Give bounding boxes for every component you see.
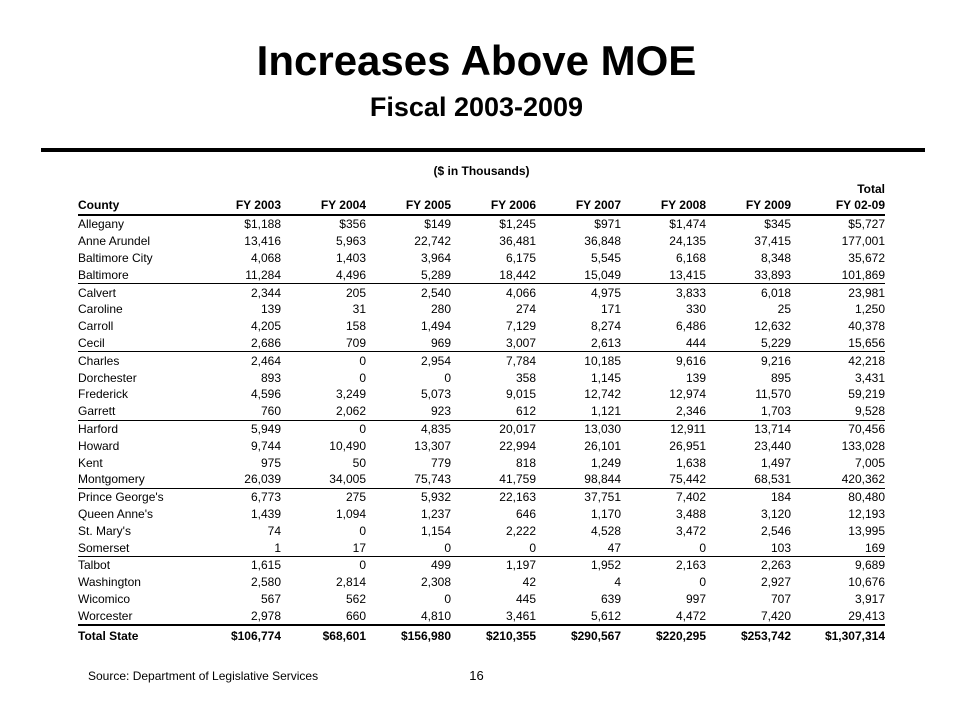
value-cell: 4,528 — [590, 523, 621, 538]
value-cell: 5,932 — [420, 490, 451, 505]
value-cell: 26,101 — [584, 438, 621, 453]
value-cell: 42 — [522, 575, 536, 590]
value-cell: 24,135 — [669, 234, 706, 249]
table-row — [78, 591, 885, 608]
value-cell: 2,814 — [335, 575, 366, 590]
value-cell: 6,486 — [675, 319, 706, 334]
page-number: 16 — [469, 668, 484, 683]
value-cell: 26,951 — [669, 438, 706, 453]
value-cell: 3,431 — [854, 370, 885, 385]
total-value-cell: $253,742 — [706, 625, 791, 646]
column-header: FY 2007 — [536, 196, 621, 215]
county-cell: Frederick — [78, 387, 129, 402]
value-cell: 36,481 — [499, 234, 536, 249]
value-cell: 4,068 — [250, 250, 281, 265]
value-cell: 103 — [706, 539, 791, 556]
moe-increases-table — [78, 181, 885, 646]
value-cell: 205 — [345, 285, 366, 300]
value-cell: 9,689 — [854, 558, 885, 573]
value-cell: 9,528 — [791, 403, 885, 420]
county-cell: Garrett — [78, 403, 196, 420]
value-cell: 15,656 — [791, 335, 885, 352]
county-cell: Dorchester — [78, 370, 137, 385]
value-cell: 9,216 — [760, 353, 791, 368]
table-row — [78, 506, 885, 523]
column-header: County — [78, 196, 196, 215]
value-cell: 11,570 — [755, 387, 791, 402]
value-cell: 3,472 — [675, 523, 706, 538]
column-header: FY 2003 — [196, 196, 281, 215]
value-cell: 184 — [770, 490, 791, 505]
county-cell: Prince George's — [78, 490, 164, 505]
county-cell: Wicomico — [78, 591, 131, 606]
value-cell: 2,546 — [760, 523, 791, 538]
value-cell: 2,927 — [760, 575, 791, 590]
value-cell: 567 — [260, 591, 281, 606]
value-cell: 0 — [366, 539, 451, 556]
total-column-label: Total — [857, 181, 885, 196]
value-cell: 420,362 — [791, 471, 885, 488]
value-cell: 4,596 — [250, 387, 281, 402]
value-cell: 9,015 — [505, 387, 536, 402]
value-cell: 660 — [345, 608, 366, 623]
value-cell: 923 — [366, 403, 451, 420]
units-note: ($ in Thousands) — [433, 164, 530, 178]
value-cell: 5,949 — [250, 421, 281, 436]
value-cell: 2,222 — [505, 523, 536, 538]
table-row — [78, 522, 885, 539]
value-cell: 0 — [359, 370, 366, 385]
total-value-cell: $210,355 — [451, 625, 536, 646]
value-cell: 12,974 — [669, 387, 706, 402]
value-cell: 26,039 — [196, 471, 281, 488]
column-header: FY 2005 — [366, 196, 451, 215]
value-cell: 158 — [345, 319, 366, 334]
value-cell: 23,440 — [754, 438, 791, 453]
value-cell: 23,981 — [848, 285, 885, 300]
value-cell: 2,344 — [250, 285, 281, 300]
value-cell: 3,833 — [675, 285, 706, 300]
value-cell: 997 — [685, 591, 706, 606]
county-cell: Somerset — [78, 539, 196, 556]
value-cell: 10,185 — [584, 353, 621, 368]
table-header-row — [78, 196, 885, 215]
value-cell: 68,531 — [706, 471, 791, 488]
value-cell: 75,442 — [621, 471, 706, 488]
total-value-cell: $156,980 — [366, 625, 451, 646]
total-label-row — [78, 181, 885, 196]
value-cell: 3,488 — [675, 506, 706, 521]
county-cell: St. Mary's — [78, 523, 131, 538]
value-cell: 4,205 — [250, 319, 281, 334]
value-cell: 4,496 — [281, 266, 366, 283]
value-cell: 80,480 — [848, 490, 885, 505]
table-row — [78, 454, 885, 471]
value-cell: 2,613 — [536, 335, 621, 352]
table-row — [78, 369, 885, 386]
county-cell: Queen Anne's — [78, 506, 154, 521]
value-cell: 75,743 — [366, 471, 451, 488]
source-note: Source: Department of Legislative Services — [88, 669, 319, 683]
value-cell: $1,188 — [244, 217, 281, 232]
value-cell: 646 — [515, 506, 536, 521]
value-cell: 1,403 — [335, 250, 366, 265]
value-cell: $1,245 — [499, 217, 536, 232]
value-cell: 2,978 — [250, 608, 281, 623]
value-cell: 31 — [352, 302, 366, 317]
page-title: Increases Above MOE — [256, 37, 697, 84]
value-cell: 37,751 — [584, 490, 621, 505]
table-row — [78, 250, 885, 267]
value-cell: 5,229 — [706, 335, 791, 352]
value-cell: 5,289 — [366, 266, 451, 283]
value-cell: 5,545 — [590, 250, 621, 265]
value-cell: 98,844 — [536, 471, 621, 488]
value-cell: 5,612 — [590, 608, 621, 623]
value-cell: 1,615 — [250, 558, 281, 573]
page-subtitle: Fiscal 2003-2009 — [369, 92, 584, 122]
value-cell: 12,742 — [584, 387, 621, 402]
value-cell: 9,744 — [250, 438, 281, 453]
column-header: FY 2009 — [706, 196, 791, 215]
table-row — [78, 215, 885, 233]
value-cell: 0 — [359, 353, 366, 368]
value-cell: 2,263 — [760, 558, 791, 573]
value-cell: 1 — [196, 539, 281, 556]
value-cell: 0 — [444, 370, 451, 385]
table-row — [78, 233, 885, 250]
table-row — [78, 386, 885, 403]
value-cell: 4,810 — [420, 608, 451, 623]
value-cell: 3,461 — [505, 608, 536, 623]
value-cell: 1,237 — [420, 506, 451, 521]
value-cell: 101,869 — [791, 266, 885, 283]
value-cell: 1,121 — [536, 403, 621, 420]
county-cell: Talbot — [78, 558, 111, 573]
total-value-cell: $220,295 — [621, 625, 706, 646]
total-value-cell: $1,307,314 — [791, 625, 885, 646]
value-cell: 47 — [536, 539, 621, 556]
county-cell: Worcester — [78, 608, 133, 623]
value-cell: 2,062 — [281, 403, 366, 420]
value-cell: 330 — [685, 302, 706, 317]
county-cell: Carroll — [78, 319, 114, 334]
value-cell: 59,219 — [848, 387, 885, 402]
county-cell: Howard — [78, 438, 120, 453]
value-cell: 2,346 — [621, 403, 706, 420]
value-cell: 41,759 — [451, 471, 536, 488]
value-cell: 6,168 — [675, 250, 706, 265]
value-cell: 7,784 — [505, 353, 536, 368]
county-cell: Charles — [78, 353, 120, 368]
value-cell: 760 — [196, 403, 281, 420]
table-row — [78, 301, 885, 318]
value-cell: 3,964 — [420, 250, 451, 265]
value-cell: 33,893 — [706, 266, 791, 283]
value-cell: 29,413 — [848, 608, 885, 623]
county-cell: Allegany — [78, 217, 125, 232]
value-cell: 2,163 — [675, 558, 706, 573]
table-row — [78, 335, 885, 352]
value-cell: 74 — [267, 523, 281, 538]
value-cell: 893 — [260, 370, 281, 385]
table-row — [78, 556, 885, 573]
value-cell: 17 — [281, 539, 366, 556]
value-cell: 7,402 — [675, 490, 706, 505]
value-cell: 2,540 — [420, 285, 451, 300]
value-cell: 499 — [430, 558, 451, 573]
county-cell: Baltimore City — [78, 250, 153, 265]
table-row — [78, 420, 885, 437]
county-cell: Washington — [78, 575, 141, 590]
value-cell: 274 — [515, 302, 536, 317]
value-cell: 445 — [515, 591, 536, 606]
table-row — [78, 574, 885, 591]
value-cell: 0 — [359, 523, 366, 538]
value-cell: 639 — [600, 591, 621, 606]
value-cell: $345 — [764, 217, 791, 232]
value-cell: 7,005 — [854, 455, 885, 470]
value-cell: 13,415 — [621, 266, 706, 283]
total-value-cell: $106,774 — [196, 625, 281, 646]
value-cell: 0 — [451, 539, 536, 556]
value-cell: 139 — [685, 370, 706, 385]
value-cell: 133,028 — [841, 438, 885, 453]
value-cell: 2,308 — [420, 575, 451, 590]
value-cell: 0 — [359, 421, 366, 436]
value-cell: 2,686 — [196, 335, 281, 352]
total-value-cell: $290,567 — [536, 625, 621, 646]
value-cell: 70,456 — [848, 421, 885, 436]
value-cell: 779 — [430, 455, 451, 470]
value-cell: 1,145 — [590, 370, 621, 385]
table-row — [78, 607, 885, 625]
value-cell: 1,250 — [854, 302, 885, 317]
county-cell: Baltimore — [78, 266, 196, 283]
value-cell: 6,018 — [760, 285, 791, 300]
value-cell: 0 — [359, 558, 366, 573]
table-row — [78, 266, 885, 283]
value-cell: 8,274 — [590, 319, 621, 334]
value-cell: 22,742 — [414, 234, 451, 249]
value-cell: 1,170 — [590, 506, 621, 521]
county-cell: Caroline — [78, 302, 123, 317]
value-cell: 20,017 — [499, 421, 536, 436]
value-cell: 6,175 — [505, 250, 536, 265]
total-label-spacer — [78, 181, 791, 196]
value-cell: 562 — [345, 591, 366, 606]
value-cell: $5,727 — [848, 217, 885, 232]
value-cell: 50 — [352, 455, 366, 470]
value-cell: 4,975 — [590, 285, 621, 300]
value-cell: 13,030 — [584, 421, 621, 436]
value-cell: 0 — [699, 575, 706, 590]
value-cell: 15,049 — [536, 266, 621, 283]
value-cell: 1,094 — [335, 506, 366, 521]
value-cell: 42,218 — [848, 353, 885, 368]
value-cell: 444 — [621, 335, 706, 352]
value-cell: 818 — [515, 455, 536, 470]
county-cell: Montgomery — [78, 471, 196, 488]
value-cell: 5,963 — [335, 234, 366, 249]
value-cell: 12,193 — [848, 506, 885, 521]
column-header: FY 02-09 — [791, 196, 885, 215]
value-cell: 35,672 — [848, 250, 885, 265]
value-cell: 10,490 — [329, 438, 366, 453]
value-cell: 22,163 — [499, 490, 536, 505]
value-cell: 975 — [260, 455, 281, 470]
value-cell: 12,911 — [670, 421, 706, 436]
county-cell: Kent — [78, 455, 103, 470]
value-cell: 22,994 — [499, 438, 536, 453]
value-cell: 4,472 — [675, 608, 706, 623]
value-cell: 13,995 — [848, 523, 885, 538]
column-header: FY 2006 — [451, 196, 536, 215]
value-cell: 4,835 — [420, 421, 451, 436]
value-cell: 1,497 — [760, 455, 791, 470]
value-cell: 2,464 — [250, 353, 281, 368]
value-cell: 13,307 — [414, 438, 451, 453]
value-cell: 10,676 — [848, 575, 885, 590]
total-value-cell: $68,601 — [281, 625, 366, 646]
value-cell: 139 — [260, 302, 281, 317]
value-cell: 37,415 — [754, 234, 791, 249]
value-cell: 275 — [345, 490, 366, 505]
table-row — [78, 488, 885, 505]
table-body — [78, 215, 885, 625]
value-cell: 1,154 — [420, 523, 451, 538]
value-cell: 709 — [281, 335, 366, 352]
value-cell: 6,773 — [250, 490, 281, 505]
value-cell: 13,714 — [754, 421, 791, 436]
value-cell: 1,439 — [250, 506, 281, 521]
value-cell: 18,442 — [451, 266, 536, 283]
table-row — [78, 318, 885, 335]
value-cell: 3,917 — [854, 591, 885, 606]
value-cell: 2,954 — [420, 353, 451, 368]
value-cell: 2,580 — [250, 575, 281, 590]
value-cell: 0 — [444, 591, 451, 606]
table-row — [78, 403, 885, 420]
value-cell: 169 — [791, 539, 885, 556]
value-cell: 0 — [621, 539, 706, 556]
value-cell: 5,073 — [420, 387, 451, 402]
value-cell: $356 — [339, 217, 366, 232]
value-cell: 12,632 — [754, 319, 791, 334]
value-cell: 895 — [770, 370, 791, 385]
value-cell: 25 — [777, 302, 791, 317]
value-cell: 34,005 — [281, 471, 366, 488]
column-header: FY 2004 — [281, 196, 366, 215]
table-row — [78, 539, 885, 556]
value-cell: 9,616 — [675, 353, 706, 368]
title-divider — [41, 148, 925, 152]
value-cell: 1,197 — [505, 558, 536, 573]
county-cell: Anne Arundel — [78, 234, 151, 249]
value-cell: 3,249 — [335, 387, 366, 402]
value-cell: $1,474 — [669, 217, 706, 232]
value-cell: $149 — [424, 217, 451, 232]
value-cell: 1,952 — [590, 558, 621, 573]
value-cell: 707 — [770, 591, 791, 606]
value-cell: 358 — [515, 370, 536, 385]
value-cell: 40,378 — [848, 319, 885, 334]
value-cell: 3,120 — [760, 506, 791, 521]
table-row — [78, 352, 885, 369]
table-row — [78, 471, 885, 488]
total-state-row — [78, 625, 885, 646]
value-cell: 1,638 — [675, 455, 706, 470]
value-cell: 13,416 — [244, 234, 281, 249]
value-cell: 8,348 — [760, 250, 791, 265]
value-cell: 612 — [451, 403, 536, 420]
value-cell: 7,420 — [760, 608, 791, 623]
value-cell: 4,066 — [505, 285, 536, 300]
column-header: FY 2008 — [621, 196, 706, 215]
value-cell: 1,249 — [590, 455, 621, 470]
table-row — [78, 437, 885, 454]
county-cell: Harford — [78, 421, 119, 436]
value-cell: 36,848 — [584, 234, 621, 249]
value-cell: 969 — [366, 335, 451, 352]
value-cell: 1,494 — [420, 319, 451, 334]
value-cell: 4 — [614, 575, 621, 590]
county-cell: Calvert — [78, 285, 117, 300]
table-row — [78, 284, 885, 301]
value-cell: 3,007 — [451, 335, 536, 352]
value-cell: 280 — [430, 302, 451, 317]
value-cell: 1,703 — [706, 403, 791, 420]
value-cell: 11,284 — [196, 266, 281, 283]
value-cell: 171 — [600, 302, 621, 317]
total-county-cell: Total State — [78, 625, 196, 646]
value-cell: 7,129 — [505, 319, 536, 334]
value-cell: 177,001 — [841, 234, 885, 249]
county-cell: Cecil — [78, 335, 196, 352]
value-cell: $971 — [594, 217, 621, 232]
